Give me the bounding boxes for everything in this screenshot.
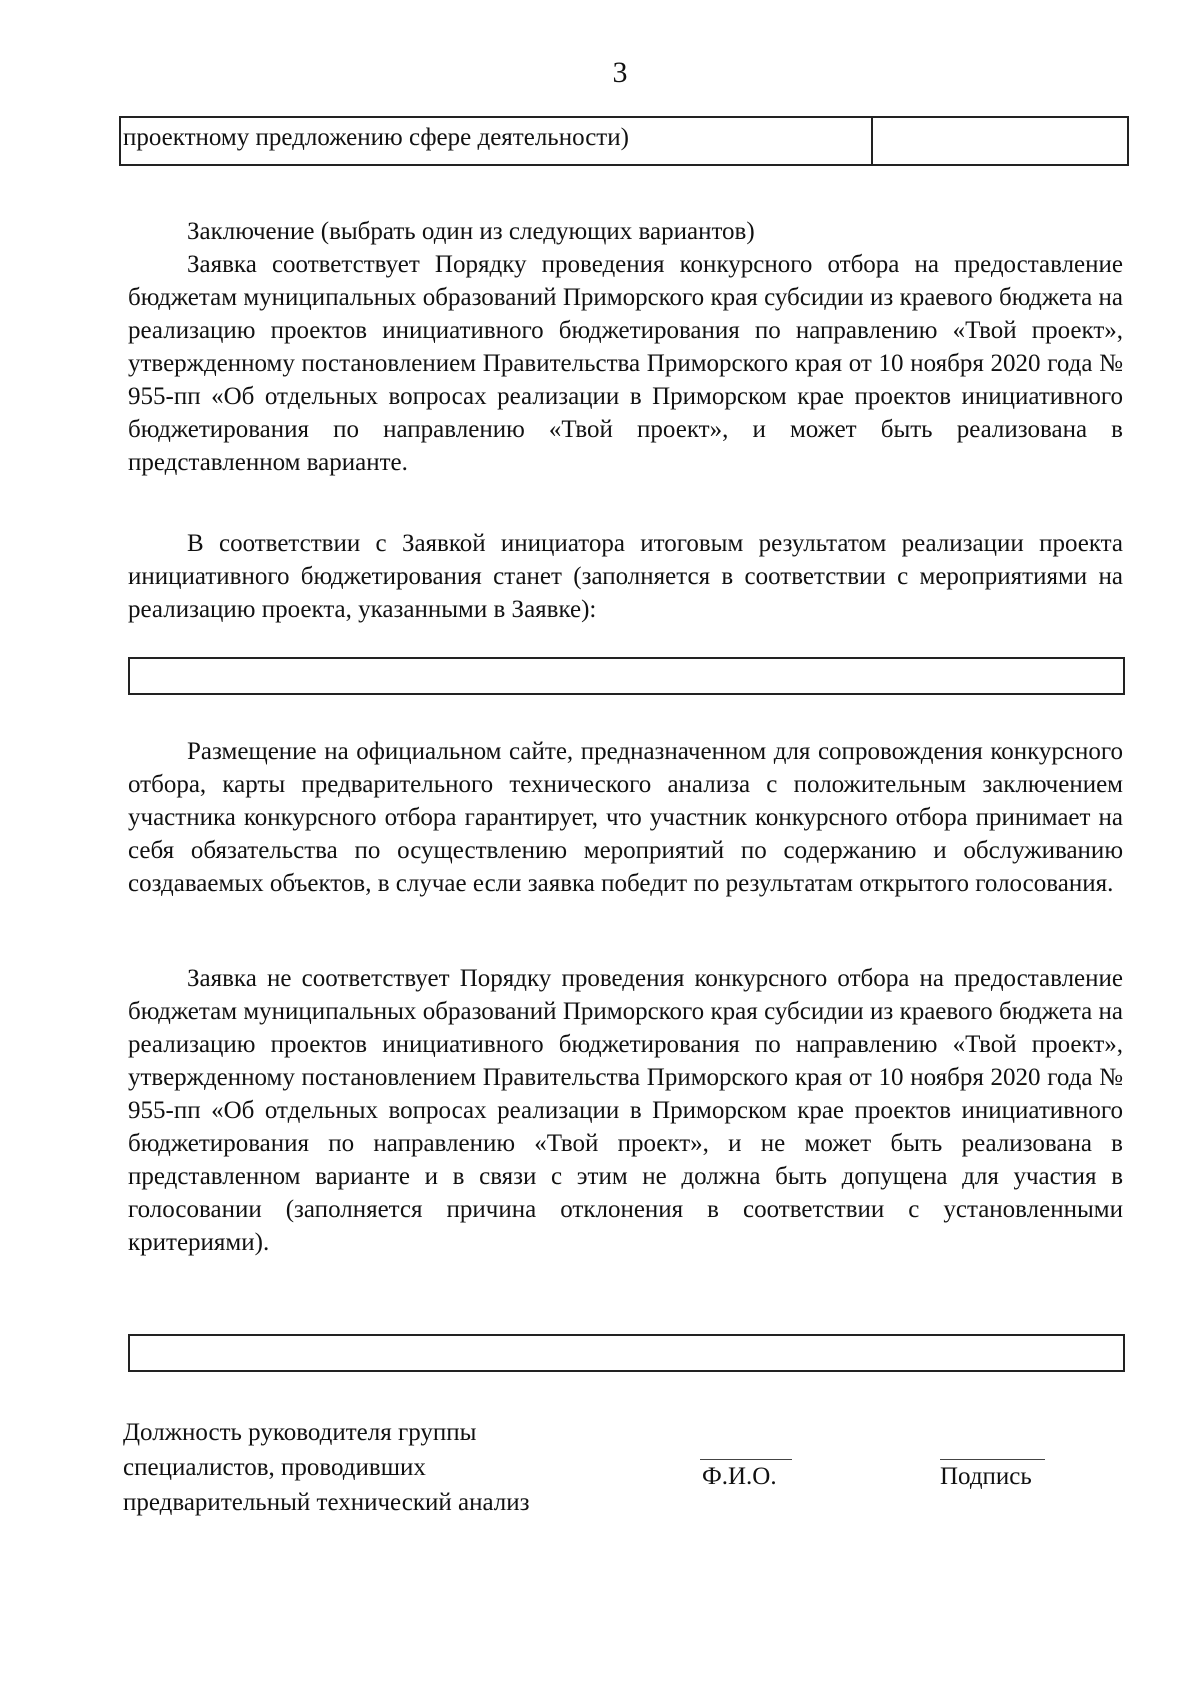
criteria-table-row <box>119 116 1129 166</box>
position-label: Должность руководителя группы специалистов, проводивших предварительный технический анализ <box>123 1419 530 1516</box>
paragraph-placement: Размещение на официальном сайте, предназначенном для сопровождения конкурсного отбора, карты предварительного технического анализа с положительным заключением участника конкурсного отбора гарантирует, что участник конкурсного отбора принимает на себя обязательства по осуществлению мероприятий по содержанию и обслуживанию создаваемых объектов, в случае если заявка победит по результатам открытого голосования. <box>128 738 1123 897</box>
page-number: 3 <box>612 56 628 89</box>
name-label: Ф.И.О. <box>702 1463 777 1490</box>
rejection-reason-box[interactable] <box>128 1334 1125 1372</box>
name-signature-line <box>700 1459 792 1460</box>
paragraph-noncompliant: Заявка не соответствует Порядку проведения конкурсного отбора на предоставление бюджетам муниципальных образований Приморского края субсидии из краевого бюджета на реализацию проектов инициативного бюджетирования по направлению «Твой проект», утвержденному постановлением Правительства Приморского края от 10 ноября 2020 года № 955-пп «Об отдельных вопросах реализации в Приморском крае проектов инициативного бюджетирования по направлению «Твой проект», и не может быть реализована в представленном варианте и в связи с этим не должна быть допущена для участия в голосовании (заполняется причина отклонения в соответствии с установленными критериями). <box>128 965 1123 1256</box>
paragraph-result: В соответствии с Заявкой инициатора итоговым результатом реализации проекта инициативного бюджетирования станет (заполняется в соответствии с мероприятиями на реализацию проекта, указанными в Заявке): <box>128 530 1123 623</box>
result-input-box[interactable] <box>128 657 1125 695</box>
table-cell-text: проектному предложению сфере деятельности) <box>121 118 873 164</box>
paragraph-compliant: Заявка соответствует Порядку проведения конкурсного отбора на предоставление бюджетам муниципальных образований Приморского края субсидии из краевого бюджета на реализацию проектов инициативного бюджетирования по направлению «Твой проект», утвержденному постановлением Правительства Приморского края от 10 ноября 2020 года № 955-пп «Об отдельных вопросах реализации в Приморском крае проектов инициативного бюджетирования по направлению «Твой проект», и может быть реализована в представленном варианте. <box>128 251 1123 476</box>
conclusion-heading: Заключение (выбрать один из следующих вариантов) <box>187 218 755 245</box>
signature-line <box>940 1459 1045 1460</box>
table-cell-empty <box>873 118 1127 164</box>
signature-label: Подпись <box>940 1463 1032 1490</box>
